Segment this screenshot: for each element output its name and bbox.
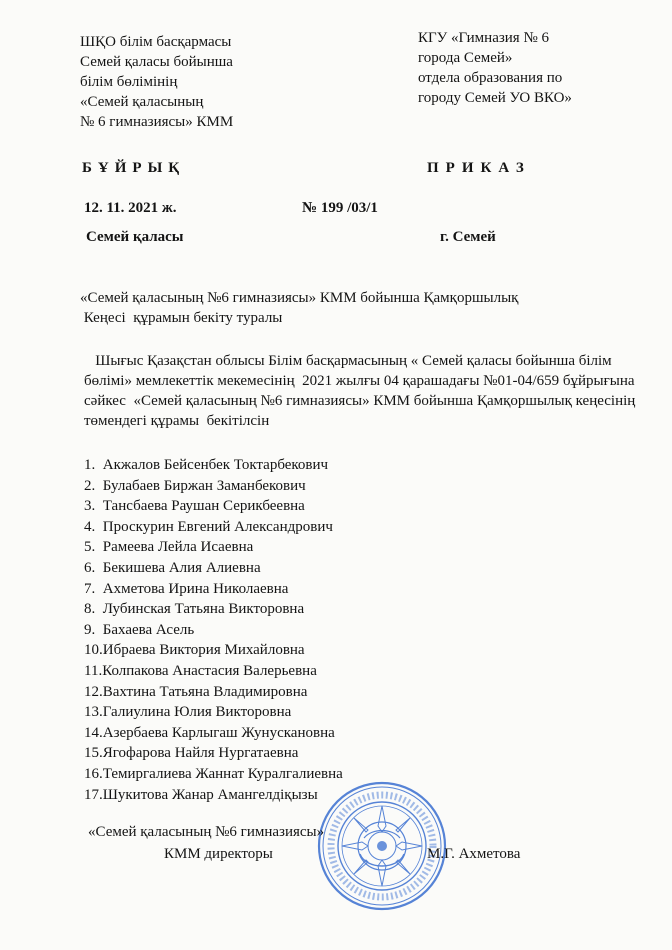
list-item: 1. Акжалов Бейсенбек Токтарбекович (84, 457, 329, 473)
header-left-line: «Семей қаласының (80, 94, 204, 110)
signature-organization: «Семей қаласының №6 гимназиясы» (88, 824, 325, 840)
signature-name: М.Г. Ахметова (427, 846, 521, 862)
list-item: 8. Лубинская Татьяна Викторовна (84, 601, 305, 618)
list-item: 15.Ягофарова Найля Нургатаевна (84, 745, 299, 762)
header-right-line: городу Семей УО ВКО» (418, 90, 572, 106)
header-left-line: № 6 гимназиясы» КММ (80, 114, 234, 130)
list-item: 4. Проскурин Евгений Александрович (84, 518, 333, 535)
body-line: төмендегі құрамы бекітілсін (84, 413, 270, 429)
order-subject (80, 288, 518, 328)
order-title-ru: ПРИКАЗ (427, 160, 531, 176)
subject-line: «Семей қаласының №6 гимназиясы» КММ бойынша Қамқоршылық (80, 290, 519, 306)
subject-line: Кеңесі құрамын бекіту туралы (80, 310, 283, 326)
body-line: Шығыс Қазақстан облысы Білім басқармасының « Семей қаласы бойынша білім (84, 353, 612, 369)
list-item: 2. Булабаев Биржан Заманбекович (84, 477, 306, 494)
header-left-line: ШҚО білім басқармасы (80, 34, 232, 50)
list-item: 16.Темиргалиева Жаннат Куралгалиевна (84, 765, 343, 782)
signature-title: КММ директоры (164, 846, 273, 862)
body-line: сәйкес «Семей қаласының №6 гимназиясы» КММ бойынша Қамқоршылық кеңесінің (84, 393, 636, 409)
header-left-line: Семей қаласы бойынша (80, 54, 233, 70)
header-right-line: города Семей» (418, 50, 513, 66)
list-item: 17.Шукитова Жанар Амангелдіқызы (84, 786, 318, 803)
list-item: 10.Ибраева Виктория Михайловна (84, 642, 305, 659)
members-list (84, 455, 343, 805)
list-item: 5. Рамеева Лейла Исаевна (84, 539, 254, 556)
list-item: 3. Тансбаева Раушан Серикбеевна (84, 498, 305, 515)
header-left-line: білім бөлімінің (80, 74, 178, 90)
body-line: бөлімі» мемлекеттік мекемесінің 2021 жылғы 04 қарашадағы №01-04/659 бұйрығына (84, 373, 635, 389)
header-right-block (418, 28, 572, 108)
order-body (84, 351, 668, 431)
header-left-block (80, 32, 233, 132)
order-title-kz: БҰЙРЫҚ (82, 160, 186, 176)
list-item: 14.Азербаева Карлыгаш Жунускановна (84, 724, 335, 741)
header-right-line: отдела образования по (418, 70, 563, 86)
list-item: 12.Вахтина Татьяна Владимировна (84, 683, 308, 700)
list-item: 13.Галиулина Юлия Викторовна (84, 704, 292, 721)
order-number: № 199 /03/1 (302, 200, 378, 216)
list-item: 6. Бекишева Алия Алиевна (84, 559, 261, 576)
order-place-kz: Семей қаласы (86, 229, 184, 245)
order-date: 12. 11. 2021 ж. (84, 200, 177, 216)
header-right-line: КГУ «Гимназия № 6 (418, 30, 550, 46)
list-item: 11.Колпакова Анастасия Валерьевна (84, 662, 317, 679)
order-place-ru: г. Семей (440, 229, 496, 245)
list-item: 7. Ахметова Ирина Николаевна (84, 580, 289, 597)
list-item: 9. Бахаева Асель (84, 621, 195, 638)
